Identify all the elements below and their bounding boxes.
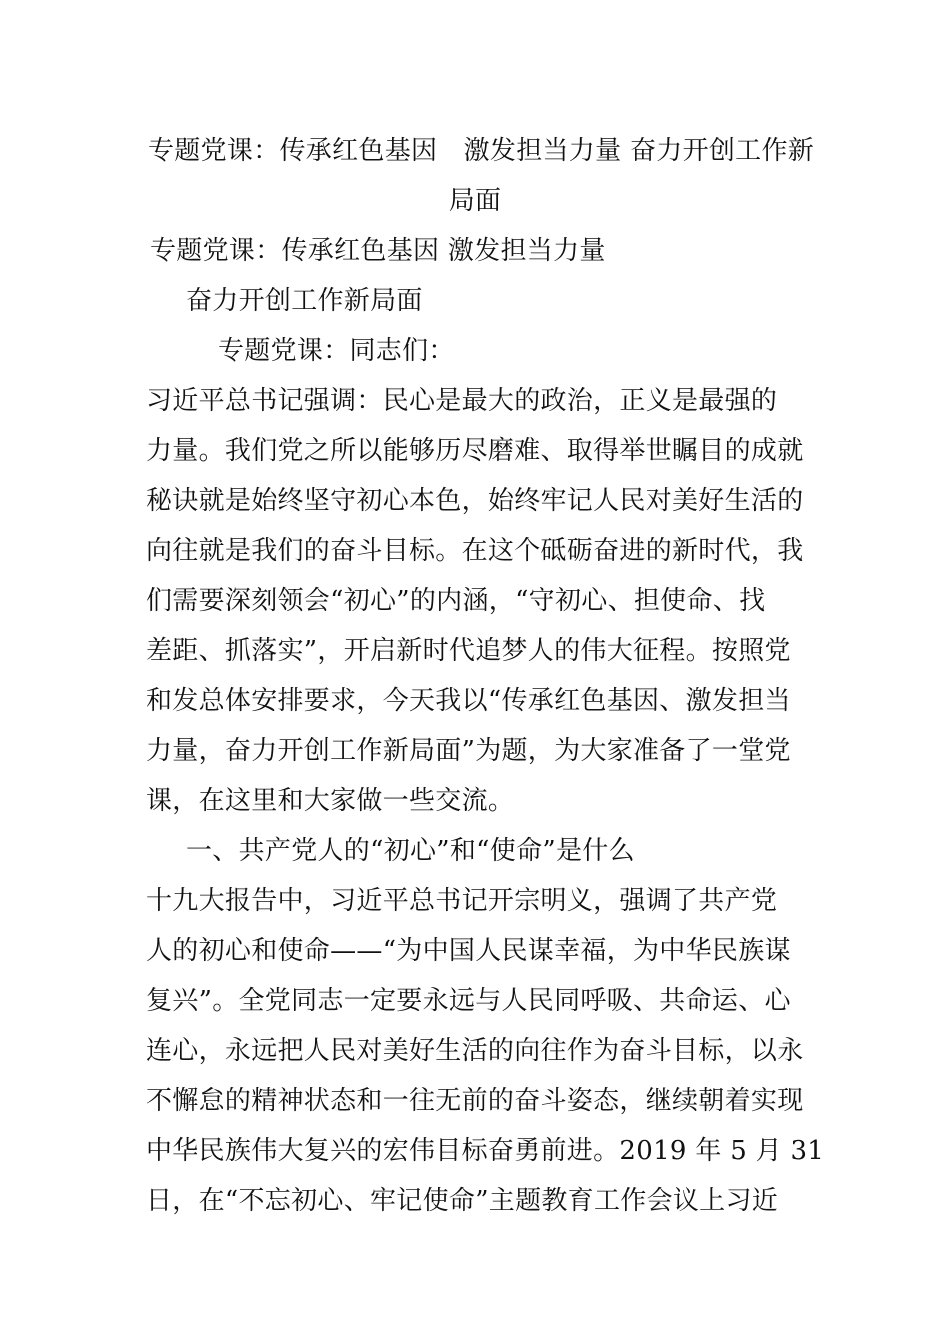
heading-line-1: 专题党课：传承红色基因 激发担当力量 [150, 236, 606, 266]
paragraph-2-line: 连心，永远把人民对美好生活的向往作为奋斗目标，以永 [146, 1036, 804, 1066]
paragraph-1-line: 力量。我们党之所以能够历尽磨难、取得举世瞩目的成就 [146, 436, 804, 466]
paragraph-1-line: 和发总体安排要求，今天我以“传承红色基因、激发担当 [146, 686, 791, 716]
section-1-heading: 一、共产党人的“初心”和“使命”是什么 [186, 836, 635, 866]
paragraph-2-line: 人的初心和使命——“为中国人民谋幸福，为中华民族谋 [146, 936, 791, 966]
document-title-line-1: 专题党课：传承红色基因 激发担当力量 奋力开创工作新 [148, 136, 815, 166]
paragraph-1-line: 差距、抓落实”，开启新时代追梦人的伟大征程。按照党 [146, 636, 791, 666]
paragraph-1-line: 向往就是我们的奋斗目标。在这个砥砺奋进的新时代，我 [146, 536, 804, 566]
paragraph-2-line: 不懈怠的精神状态和一往无前的奋斗姿态，继续朝着实现 [146, 1086, 804, 1116]
paragraph-1-line: 们需要深刻领会“初心”的内涵，“守初心、担使命、找 [146, 586, 766, 616]
paragraph-1-line: 秘诀就是始终坚守初心本色，始终牢记人民对美好生活的 [146, 486, 804, 516]
document-title-line-2: 局面 [448, 186, 502, 216]
paragraph-1-line: 习近平总书记强调：民心是最大的政治，正义是最强的 [146, 386, 778, 416]
heading-line-2: 奋力开创工作新局面 [186, 286, 423, 316]
paragraph-2-line: 十九大报告中，习近平总书记开宗明义，强调了共产党 [146, 886, 778, 916]
paragraph-2-line: 日，在“不忘初心、牢记使命”主题教育工作会议上习近 [146, 1186, 779, 1216]
paragraph-1-line: 课，在这里和大家做一些交流。 [146, 786, 515, 816]
greeting-line: 专题党课：同志们： [218, 336, 455, 366]
paragraph-2-line: 中华民族伟大复兴的宏伟目标奋勇前进。2019 年 5 月 31 [146, 1136, 825, 1166]
paragraph-1-line: 力量，奋力开创工作新局面”为题，为大家准备了一堂党 [146, 736, 791, 766]
paragraph-2-line: 复兴”。全党同志一定要永远与人民同呼吸、共命运、心 [146, 986, 791, 1016]
